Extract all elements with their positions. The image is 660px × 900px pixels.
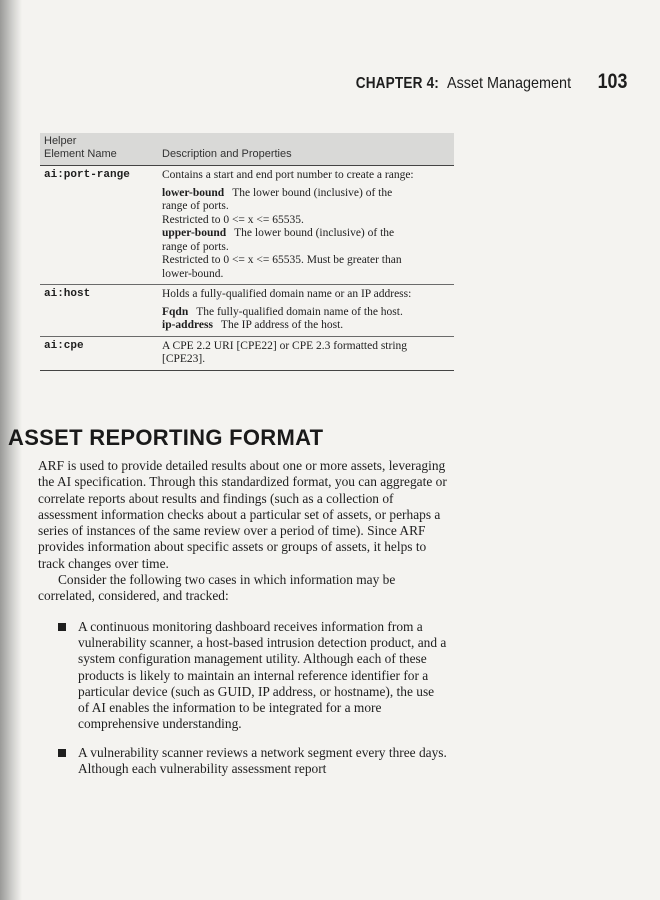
property-line: range of ports. [162,240,229,253]
table-row [40,285,454,337]
element-description [158,285,454,337]
chapter-label: CHAPTER 4: [355,75,440,92]
property-line: range of ports. [162,200,229,212]
table-row [40,166,454,285]
element-name: ai:host [40,285,158,337]
header-element-name-line: Element Name [44,148,117,160]
property-lower-bound [162,187,450,228]
element-description [158,166,454,285]
table-header-row [40,133,454,166]
section-heading: ASSET REPORTING FORMAT [8,425,324,450]
description-text: Contains a start and end port number to create a range: [162,169,414,181]
chapter-title: Asset Management [447,75,572,92]
property-name: ip-address [162,319,213,331]
paragraph: Consider the following two cases in which information may be correlated, considered, and tracked: [38,572,396,604]
property-line: Restricted to 0 <= x <= 65535. Must be greater than [162,254,402,266]
header-helper-element-name [40,133,158,166]
page-number: 103 [597,70,628,93]
list-item-text: A vulnerability scanner reviews a network segment every three days. Although each vulnerability assessment report [78,744,447,777]
property-line: Restricted to 0 <= x <= 65535. [162,213,304,226]
property-name: lower-bound [162,186,225,199]
property-fqdn [162,306,450,320]
list-item [38,619,448,733]
table-row [40,336,454,370]
property-line: The lower bound (inclusive) of the [232,186,393,199]
bullet-list [38,619,448,778]
property-line: The fully-qualified domain name of the host. [196,305,403,318]
section-body [38,458,448,789]
property-line: The IP address of the host. [220,319,344,331]
description-text: A CPE 2.2 URI [CPE22] or CPE 2.3 formatted string [CPE23]. [162,339,408,365]
paragraph: ARF is used to provide detailed results about one or more assets, leveraging the AI specification. Through this standardized format, you can aggregate or correlate reports about results and findings (such as a collection of assessment information checks about a particular set of assets, or perhaps a series of instances of the same review over a period of time). Since ARF provides information about specific assets or groups of assets, it helps to track changes over time. [38,458,447,571]
square-bullet-icon [58,623,66,631]
element-name: ai:port-range [40,166,158,285]
element-name: ai:cpe [40,336,158,370]
header-description: Description and Properties [158,133,454,166]
property-ip-address [162,319,450,333]
header-helper-line: Helper [44,135,77,147]
property-line: The lower bound (inclusive) of the [234,227,395,239]
square-bullet-icon [58,749,66,757]
element-description [158,336,454,370]
property-name: Fqdn [162,305,189,318]
helper-element-table [40,133,454,371]
property-upper-bound [162,227,450,281]
list-item-text: A continuous monitoring dashboard receives information from a vulnerability scanner, a host-based intrusion detection product, and a system configuration management utility. Although each of these products is likely to maintain an internal reference identifier for a particular device (such as GUID, IP address, or hostname), the use of AI enables the information to be integrated for a more comprehensive understanding. [78,618,447,732]
property-name: upper-bound [162,227,227,239]
running-head [341,70,630,94]
list-item [38,745,448,778]
description-text: Holds a fully-qualified domain name or an IP address: [162,288,412,300]
property-line: lower-bound. [162,267,224,280]
